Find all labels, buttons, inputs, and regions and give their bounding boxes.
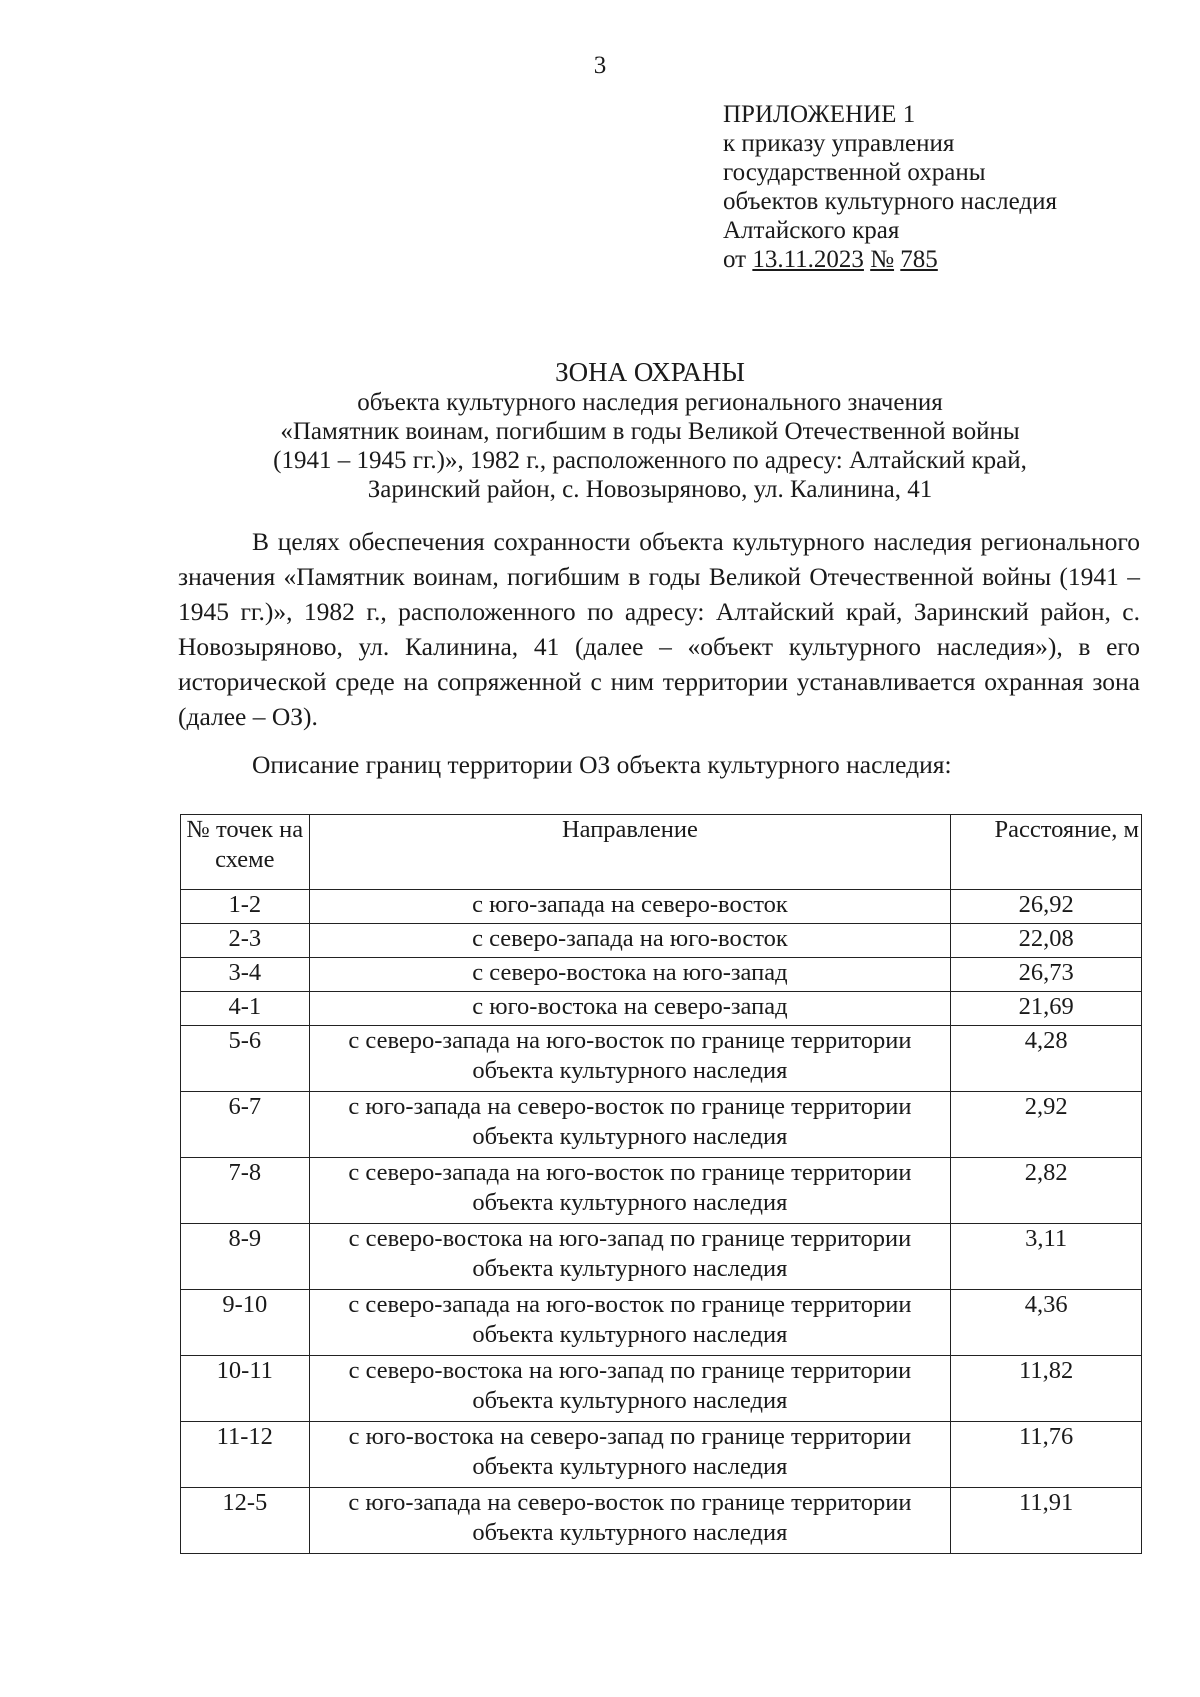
- cell-direction: с северо-запада на юго-восток по границе территории объекта культурного наследия: [309, 1026, 951, 1092]
- cell-distance: 26,92: [951, 890, 1142, 924]
- table-row: [181, 890, 1142, 924]
- table-header-row: [181, 815, 1142, 890]
- title-line: «Памятник воинам, погибшим в годы Великой Отечественной войны: [280, 418, 1020, 445]
- appendix-line: государственной охраны: [723, 159, 986, 186]
- cell-direction: с юго-запада на северо-восток по границе территории объекта культурного наследия: [309, 1488, 951, 1554]
- table-row: [181, 1224, 1142, 1290]
- cell-direction: с северо-запада на юго-восток по границе территории объекта культурного наследия: [309, 1290, 951, 1356]
- cell-direction: с юго-востока на северо-запад: [309, 992, 951, 1026]
- cell-points: 4-1: [181, 992, 310, 1026]
- table-row: [181, 1158, 1142, 1224]
- table-row: [181, 1026, 1142, 1092]
- title-main: ЗОНА ОХРАНЫ: [555, 357, 745, 387]
- cell-direction: с северо-востока на юго-запад по границе территории объекта культурного наследия: [309, 1356, 951, 1422]
- cell-points: 12-5: [181, 1488, 310, 1554]
- appendix-line: объектов культурного наследия: [723, 188, 1057, 215]
- table-caption: Описание границ территории ОЗ объекта культурного наследия:: [252, 750, 952, 779]
- cell-distance: 2,82: [951, 1158, 1142, 1224]
- cell-direction: с северо-востока на юго-запад: [309, 958, 951, 992]
- cell-distance: 3,11: [951, 1224, 1142, 1290]
- appendix-date-line: [723, 245, 1057, 274]
- number-prefix: №: [870, 246, 895, 273]
- title-line: объекта культурного наследия регионального значения: [357, 389, 943, 416]
- cell-direction: с северо-запада на юго-восток по границе территории объекта культурного наследия: [309, 1158, 951, 1224]
- cell-points: 9-10: [181, 1290, 310, 1356]
- cell-points: 5-6: [181, 1026, 310, 1092]
- cell-direction: с юго-запада на северо-восток: [309, 890, 951, 924]
- cell-direction: с северо-востока на юго-запад по границе территории объекта культурного наследия: [309, 1224, 951, 1290]
- cell-distance: 4,28: [951, 1026, 1142, 1092]
- date-prefix: от: [723, 246, 747, 273]
- cell-direction: с юго-запада на северо-восток по границе территории объекта культурного наследия: [309, 1092, 951, 1158]
- cell-points: 6-7: [181, 1092, 310, 1158]
- table-row: [181, 992, 1142, 1026]
- cell-points: 10-11: [181, 1356, 310, 1422]
- title-line: (1941 – 1945 гг.)», 1982 г., расположенного по адресу: Алтайский край,: [273, 447, 1027, 474]
- order-date: 13.11.2023: [752, 246, 864, 273]
- appendix-header: [723, 100, 1057, 274]
- cell-points: 7-8: [181, 1158, 310, 1224]
- cell-points: 8-9: [181, 1224, 310, 1290]
- cell-distance: 4,36: [951, 1290, 1142, 1356]
- appendix-title: ПРИЛОЖЕНИЕ 1: [723, 101, 916, 128]
- cell-direction: с северо-запада на юго-восток: [309, 924, 951, 958]
- cell-points: 11-12: [181, 1422, 310, 1488]
- cell-distance: 2,92: [951, 1092, 1142, 1158]
- cell-distance: 21,69: [951, 992, 1142, 1026]
- header-distance: Расстояние, м: [951, 815, 1142, 890]
- table-row: [181, 1290, 1142, 1356]
- cell-distance: 11,91: [951, 1488, 1142, 1554]
- appendix-line: Алтайского края: [723, 217, 900, 244]
- table-row: [181, 1488, 1142, 1554]
- table-row: [181, 1422, 1142, 1488]
- cell-direction: с юго-востока на северо-запад по границе территории объекта культурного наследия: [309, 1422, 951, 1488]
- cell-points: 1-2: [181, 890, 310, 924]
- cell-points: 3-4: [181, 958, 310, 992]
- table-row: [181, 1092, 1142, 1158]
- page-number: 3: [593, 52, 607, 79]
- header-points: № точек на схеме: [181, 815, 310, 890]
- document-title: [150, 358, 1150, 504]
- appendix-line: к приказу управления: [723, 130, 955, 157]
- cell-distance: 22,08: [951, 924, 1142, 958]
- cell-distance: 11,82: [951, 1356, 1142, 1422]
- cell-distance: 26,73: [951, 958, 1142, 992]
- title-line: Заринский район, с. Новозыряново, ул. Калинина, 41: [367, 476, 933, 503]
- header-direction: Направление: [309, 815, 951, 890]
- boundaries-table: [180, 814, 1142, 1554]
- order-number: 785: [900, 246, 938, 273]
- table-row: [181, 924, 1142, 958]
- cell-points: 2-3: [181, 924, 310, 958]
- cell-distance: 11,76: [951, 1422, 1142, 1488]
- table-row: [181, 1356, 1142, 1422]
- table-row: [181, 958, 1142, 992]
- body-paragraph: В целях обеспечения сохранности объекта культурного наследия регионального значения «Памятник воинам, погибшим в годы Великой Отечественной войны (1941 – 1945 гг.)», 1982 г., расположенного по адресу: Алтайский край, Заринский район, с. Новозыряново, ул. Калинина, 41 (далее – «объект культурного наследия»), в его исторической среде на сопряженной с ним территории устанавливается охранная зона (далее – ОЗ).: [178, 527, 1140, 731]
